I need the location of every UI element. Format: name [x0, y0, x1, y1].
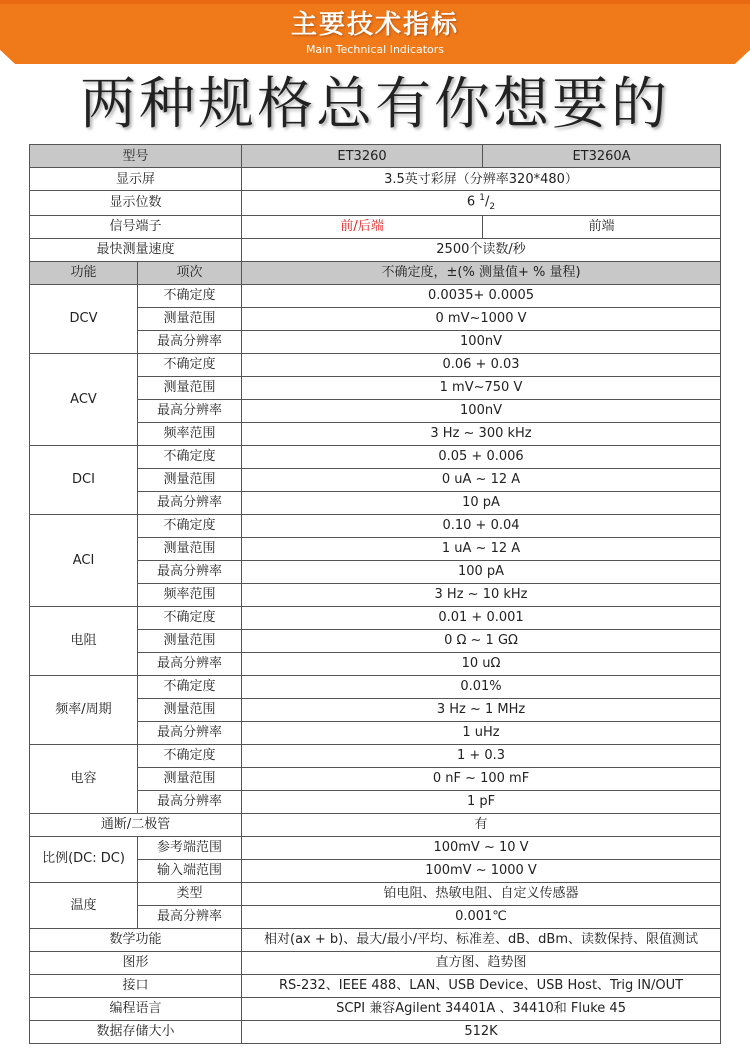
section-header-row — [30, 261, 721, 284]
item-label: 最高分辨率 — [138, 790, 242, 813]
item-label: 测量范围 — [138, 376, 242, 399]
item-label: 最高分辨率 — [138, 560, 242, 583]
group-name: ACV — [30, 353, 138, 445]
table-row — [30, 951, 721, 974]
model-a: ET3260 — [242, 145, 483, 168]
table-row — [30, 974, 721, 997]
terminal-a: 前/后端 — [242, 215, 483, 238]
item-label: 最高分辨率 — [138, 491, 242, 514]
item-label: 最高分辨率 — [138, 330, 242, 353]
spec-table — [29, 144, 721, 1044]
group-name: DCI — [30, 445, 138, 514]
table-row — [30, 744, 721, 767]
row-label: 通断/二极管 — [30, 813, 242, 836]
group-name: 比例(DC: DC) — [30, 836, 138, 882]
table-row — [30, 353, 721, 376]
footer-rows — [30, 928, 721, 1043]
item-label: 不确定度 — [138, 606, 242, 629]
item-value: 0.01% — [242, 675, 721, 698]
model-header-row — [30, 145, 721, 168]
row-label: 编程语言 — [30, 997, 242, 1020]
item-value: 1 uHz — [242, 721, 721, 744]
table-row — [30, 882, 721, 905]
digits-sub: 2 — [489, 201, 496, 212]
item-label: 类型 — [138, 882, 242, 905]
group-name: 温度 — [30, 882, 138, 928]
item-value: 3 Hz ~ 1 MHz — [242, 698, 721, 721]
title-banner — [0, 0, 750, 64]
row-label: 信号端子 — [30, 215, 242, 238]
group-name: 电阻 — [30, 606, 138, 675]
row-label: 数据存储大小 — [30, 1020, 242, 1043]
table-row — [30, 813, 721, 836]
row-value: 512K — [242, 1020, 721, 1043]
item-label: 不确定度 — [138, 744, 242, 767]
item-label: 不确定度 — [138, 445, 242, 468]
item-value: 1 mV~750 V — [242, 376, 721, 399]
table-row — [30, 1020, 721, 1043]
row-value: SCPI 兼容Agilent 34401A 、34410和 Fluke 45 — [242, 997, 721, 1020]
group-name: 频率/周期 — [30, 675, 138, 744]
row-value: 2500个读数/秒 — [242, 238, 721, 261]
item-value: 0 uA ~ 12 A — [242, 468, 721, 491]
page-headline: 两种规格总有你想要的 — [80, 72, 670, 137]
item-value: 0 nF ~ 100 mF — [242, 767, 721, 790]
table-row — [30, 606, 721, 629]
item-value: 100nV — [242, 330, 721, 353]
row-label: 显示位数 — [30, 191, 242, 216]
item-value: 1 pF — [242, 790, 721, 813]
header-function: 功能 — [30, 261, 138, 284]
item-value: 0.06 + 0.03 — [242, 353, 721, 376]
header-spec: 不确定度，±(% 测量值+ % 量程) — [242, 261, 721, 284]
table-row — [30, 928, 721, 951]
table-row — [30, 514, 721, 537]
table-row — [30, 997, 721, 1020]
item-value: 100 pA — [242, 560, 721, 583]
row-label: 显示屏 — [30, 168, 242, 191]
table-row — [30, 238, 721, 261]
item-value: 100nV — [242, 399, 721, 422]
item-value: 铂电阻、热敏电阻、自定义传感器 — [242, 882, 721, 905]
measurement-groups — [30, 284, 721, 813]
row-value: 相对(ax + b)、最大/最小/平均、标准差、dB、dBm、读数保持、限值测试 — [242, 928, 721, 951]
table-row — [30, 284, 721, 307]
item-value: 0.10 + 0.04 — [242, 514, 721, 537]
terminal-b: 前端 — [483, 215, 721, 238]
item-label: 频率范围 — [138, 583, 242, 606]
item-value: 10 pA — [242, 491, 721, 514]
item-value: 0.0035+ 0.0005 — [242, 284, 721, 307]
digits-value: 6 $^1/_2$ — [242, 191, 721, 216]
item-value: 0.05 + 0.006 — [242, 445, 721, 468]
digits-sup: 1 — [479, 193, 486, 203]
model-b: ET3260A — [483, 145, 721, 168]
table-row — [30, 168, 721, 191]
item-label: 测量范围 — [138, 537, 242, 560]
banner-title: 主要技术指标 — [290, 10, 459, 40]
group-name: DCV — [30, 284, 138, 353]
item-value: 10 uΩ — [242, 652, 721, 675]
header-item: 项次 — [138, 261, 242, 284]
item-value: 3 Hz ~ 10 kHz — [242, 583, 721, 606]
item-value: 0 mV~1000 V — [242, 307, 721, 330]
group-name: ACI — [30, 514, 138, 606]
table-row — [30, 191, 721, 216]
banner-subtitle: Main Technical Indicators — [305, 43, 445, 56]
item-label: 最高分辨率 — [138, 905, 242, 928]
item-value: 3 Hz ~ 300 kHz — [242, 422, 721, 445]
table-row — [30, 675, 721, 698]
item-label: 最高分辨率 — [138, 721, 242, 744]
row-label: 接口 — [30, 974, 242, 997]
item-label: 测量范围 — [138, 767, 242, 790]
row-value: 有 — [242, 813, 721, 836]
item-label: 不确定度 — [138, 284, 242, 307]
item-label: 测量范围 — [138, 698, 242, 721]
item-label: 最高分辨率 — [138, 652, 242, 675]
group-name: 电容 — [30, 744, 138, 813]
item-label: 参考端范围 — [138, 836, 242, 859]
item-value: 0.01 + 0.001 — [242, 606, 721, 629]
item-value: 100mV ~ 10 V — [242, 836, 721, 859]
item-label: 最高分辨率 — [138, 399, 242, 422]
row-value: 直方图、趋势图 — [242, 951, 721, 974]
table-row — [30, 445, 721, 468]
row-value: RS-232、IEEE 488、LAN、USB Device、USB Host、Trig IN/OUT — [242, 974, 721, 997]
item-value: 0 Ω ~ 1 GΩ — [242, 629, 721, 652]
item-label: 不确定度 — [138, 353, 242, 376]
item-label: 输入端范围 — [138, 859, 242, 882]
row-label: 最快测量速度 — [30, 238, 242, 261]
item-label: 测量范围 — [138, 307, 242, 330]
digits-main: 6 — [466, 194, 476, 210]
item-label: 不确定度 — [138, 514, 242, 537]
row-label: 数学功能 — [30, 928, 242, 951]
item-value: 0.001℃ — [242, 905, 721, 928]
item-label: 测量范围 — [138, 468, 242, 491]
item-label: 不确定度 — [138, 675, 242, 698]
table-row — [30, 836, 721, 859]
row-value: 3.5英寸彩屏（分辨率320*480） — [242, 168, 721, 191]
item-value: 100mV ~ 1000 V — [242, 859, 721, 882]
item-label: 测量范围 — [138, 629, 242, 652]
item-value: 1 uA ~ 12 A — [242, 537, 721, 560]
item-value: 1 + 0.3 — [242, 744, 721, 767]
model-label: 型号 — [30, 145, 242, 168]
table-row — [30, 215, 721, 238]
item-label: 频率范围 — [138, 422, 242, 445]
row-label: 图形 — [30, 951, 242, 974]
